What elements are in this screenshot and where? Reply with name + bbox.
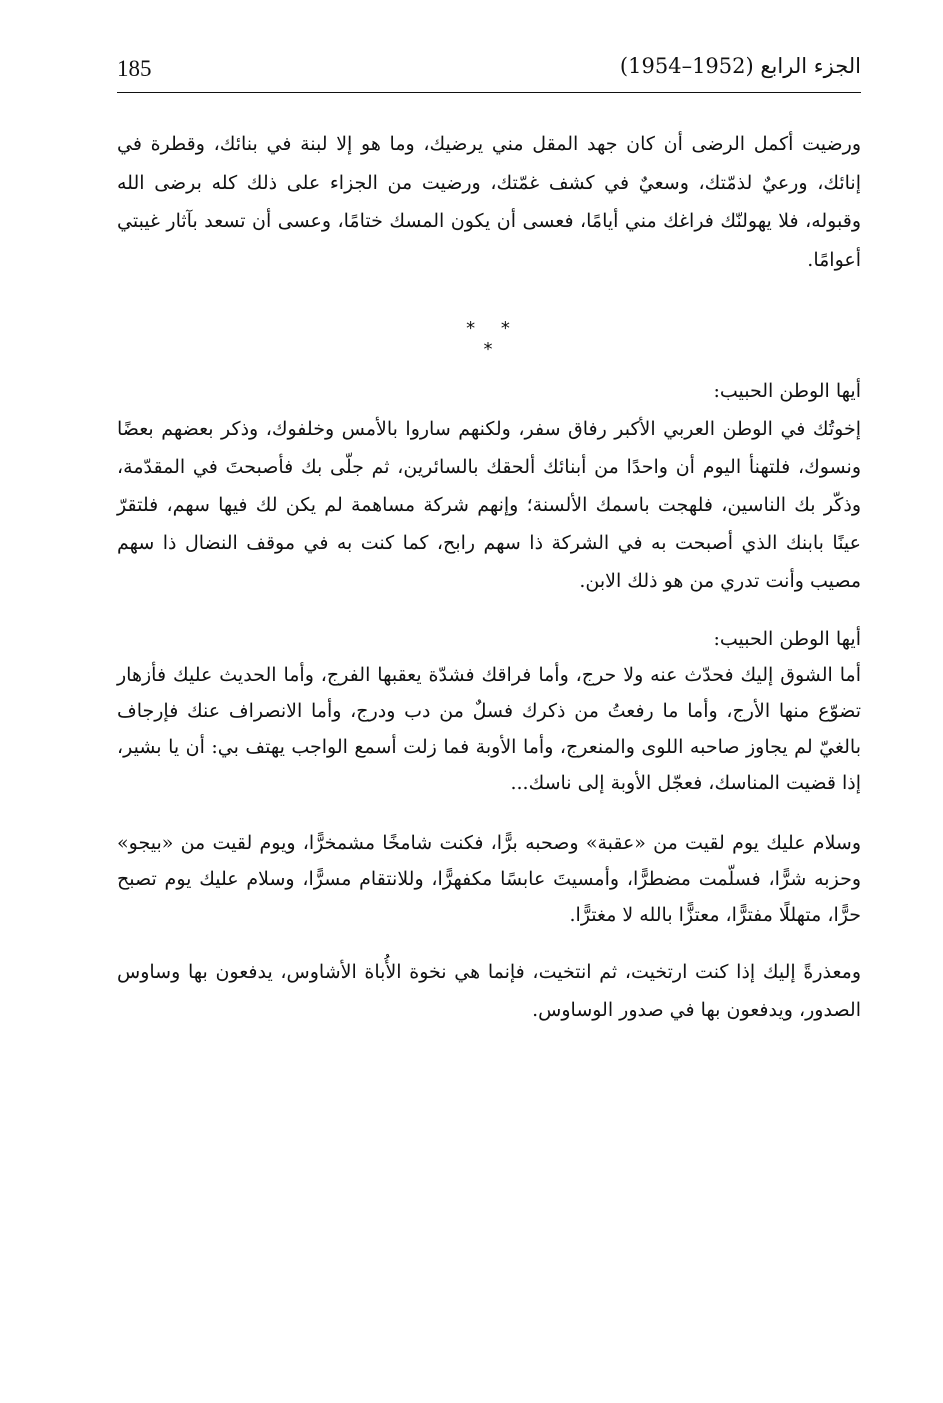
text-block-1 (117, 125, 861, 279)
section-separator: * * * (466, 318, 520, 360)
address-line-2: أيها الوطن الحبيب: (713, 628, 861, 650)
address-line-1: أيها الوطن الحبيب: (713, 380, 861, 402)
page-blank-area (117, 1040, 861, 1360)
paragraph-2: إخوتُك في الوطن العربي الأكبر رفاق سفر، ولكنهم ساروا بالأمس وخلفوك، وذكر بعضهم بعضًا ونسوك، فلتهنأ اليوم أن واحدًا من أبنائك ألحقك بالسائرين، ثم جلّى بك فأصبحتَ في المقدّمة، وذكّر بك الناسين، فلهجت باسمك الألسنة؛ وإنهم شركة مساهمة لم يكن لك فيها سهم، فلتقرّ عينًا بابنك الذي أصبحت به في الشركة ذا سهم رابح، كما كنت به في موقف النضال ذا سهم مصيب وأنت تدري من هو ذلك الابن. (117, 418, 861, 592)
paragraph-4: وسلام عليك يوم لقيت من «عقبة» وصحبه برًّا، فكنت شامخًا مشمخرًّا، ويوم لقيت من «بيجو» وحزبه شرًّا، فسلّمت مضطرًّا، وأمسيتَ عابسًا مكفهرًّا، وللانتقام مسرًّا، وسلام عليك يوم تصبح حرًّا، متهللًا مفترًّا، معتزًّا بالله لا مغترًّا. (117, 832, 861, 926)
paragraph-5: ومعذرةً إليك إذا كنت ارتخيت، ثم انتخيت، فإنما هي نخوة الأُباة الأشاوس، يدفعون بها وساوس الصدور، ويدفعون بها في صدور الوساوس. (117, 961, 861, 1021)
page-header (117, 52, 861, 93)
paragraph-1: ورضيت أكمل الرضى أن كان جهد المقل مني يرضيك، وما هو إلا لبنة في بنائك، وقطرة في إنائك، ورعيٌ لذمّتك، وسعيٌ في كشف غمّتك، ورضيت من الجزاء على ذلك كله برضى الله وقبوله، فلا يهولنّك فراغك مني أيامًا، فعسى أن يكون المسك ختامًا، وعسى أن تسعد بآثار غيبتي أعوامًا. (117, 133, 861, 271)
running-head: الجزء الرابع (1952–1954) (619, 54, 861, 78)
paragraph-3: أما الشوق إليك فحدّث عنه ولا حرج، وأما فراقك فشدّة يعقبها الفرج، وأما الحديث عليك فأزهار تضوّع منها الأرج، وأما ما رفعتُ من ذكرك فسلٌ من دب ودرج، وأما الانصراف عنك فإرجاف بالغيّ لم يجاوز صاحبه اللوى والمنعرج، وأما الأوبة فما زلت أسمع الواجب يهتف بي: أن يا بشير، إذا قضيت المناسك، فعجّل الأوبة إلى ناسك... (117, 664, 861, 794)
page-number: 185 (117, 56, 152, 81)
text-block-2 (117, 372, 861, 600)
text-block-3 (117, 621, 861, 801)
text-block-4 (117, 825, 861, 933)
text-block-5 (117, 953, 861, 1029)
